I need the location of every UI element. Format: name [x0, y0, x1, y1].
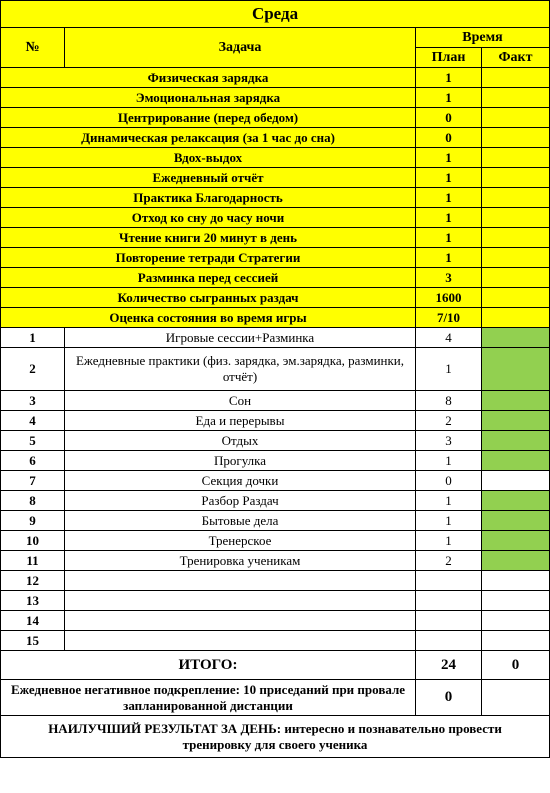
practice-fact	[482, 268, 550, 288]
schedule-fact	[482, 348, 550, 391]
schedule-plan	[416, 571, 482, 591]
schedule-fact	[482, 451, 550, 471]
schedule-plan: 2	[416, 411, 482, 431]
schedule-row	[1, 631, 550, 651]
schedule-task	[65, 571, 416, 591]
schedule-num: 14	[1, 611, 65, 631]
schedule-row	[1, 471, 550, 491]
schedule-task: Секция дочки	[65, 471, 416, 491]
header-num: №	[1, 28, 65, 68]
schedule-row	[1, 328, 550, 348]
schedule-task: Прогулка	[65, 451, 416, 471]
practice-fact	[482, 308, 550, 328]
schedule-task: Отдых	[65, 431, 416, 451]
practice-task: Физическая зарядка	[1, 68, 416, 88]
schedule-num: 1	[1, 328, 65, 348]
practice-row	[1, 268, 550, 288]
practice-task: Разминка перед сессией	[1, 268, 416, 288]
negative-reinforcement-text: Ежедневное негативное подкрепление: 10 приседаний при провале запланированной дистанции	[1, 680, 416, 716]
schedule-plan: 1	[416, 511, 482, 531]
practice-plan: 1	[416, 228, 482, 248]
practice-row	[1, 68, 550, 88]
practice-fact	[482, 248, 550, 268]
schedule-row	[1, 391, 550, 411]
schedule-num: 2	[1, 348, 65, 391]
best-result-row	[1, 716, 550, 758]
total-row	[1, 651, 550, 680]
negative-reinforcement-empty	[482, 680, 550, 716]
total-label: ИТОГО:	[1, 651, 416, 680]
practice-task: Повторение тетради Стратегии	[1, 248, 416, 268]
schedule-plan: 8	[416, 391, 482, 411]
schedule-task: Тренировка ученикам	[65, 551, 416, 571]
best-result-text: НАИЛУЧШИЙ РЕЗУЛЬТАТ ЗА ДЕНЬ: интересно и познавательно провести тренировку для своего ученика	[1, 716, 550, 758]
schedule-row	[1, 531, 550, 551]
schedule-task: Бытовые дела	[65, 511, 416, 531]
schedule-row	[1, 571, 550, 591]
schedule-num: 7	[1, 471, 65, 491]
schedule-task: Сон	[65, 391, 416, 411]
schedule-fact	[482, 391, 550, 411]
schedule-fact	[482, 611, 550, 631]
practice-task: Ежедневный отчёт	[1, 168, 416, 188]
practice-row	[1, 168, 550, 188]
title-row	[1, 1, 550, 28]
schedule-plan: 0	[416, 471, 482, 491]
schedule-plan: 1	[416, 348, 482, 391]
schedule-row	[1, 491, 550, 511]
practice-task: Центрирование (перед обедом)	[1, 108, 416, 128]
schedule-num: 9	[1, 511, 65, 531]
practice-plan: 1	[416, 248, 482, 268]
practice-row	[1, 308, 550, 328]
practice-task: Эмоциональная зарядка	[1, 88, 416, 108]
schedule-plan: 2	[416, 551, 482, 571]
header-fact: Факт	[482, 48, 550, 68]
schedule-row	[1, 411, 550, 431]
schedule-row	[1, 451, 550, 471]
schedule-row	[1, 348, 550, 391]
schedule-fact	[482, 491, 550, 511]
practice-row	[1, 148, 550, 168]
schedule-plan: 1	[416, 531, 482, 551]
practice-plan: 1600	[416, 288, 482, 308]
practice-fact	[482, 68, 550, 88]
negative-row	[1, 680, 550, 716]
schedule-row	[1, 431, 550, 451]
practice-fact	[482, 168, 550, 188]
schedule-task: Игровые сессии+Разминка	[65, 328, 416, 348]
schedule-task: Еда и перерывы	[65, 411, 416, 431]
practice-task: Вдох-выдох	[1, 148, 416, 168]
schedule-fact	[482, 328, 550, 348]
schedule-fact	[482, 411, 550, 431]
total-fact: 0	[482, 651, 550, 680]
practice-plan: 1	[416, 88, 482, 108]
negative-reinforcement-value: 0	[416, 680, 482, 716]
practice-row	[1, 108, 550, 128]
schedule-num: 4	[1, 411, 65, 431]
schedule-task: Разбор Раздач	[65, 491, 416, 511]
schedule-num: 12	[1, 571, 65, 591]
schedule-fact	[482, 591, 550, 611]
practice-plan: 1	[416, 188, 482, 208]
schedule-plan: 1	[416, 451, 482, 471]
schedule-task	[65, 631, 416, 651]
practice-task: Отход ко сну до часу ночи	[1, 208, 416, 228]
schedule-num: 11	[1, 551, 65, 571]
practice-plan: 3	[416, 268, 482, 288]
schedule-num: 3	[1, 391, 65, 411]
practice-row	[1, 88, 550, 108]
schedule-fact	[482, 471, 550, 491]
practice-row	[1, 208, 550, 228]
practice-row	[1, 128, 550, 148]
schedule-plan	[416, 591, 482, 611]
schedule-plan	[416, 611, 482, 631]
day-title: Среда	[1, 1, 550, 28]
schedule-plan: 1	[416, 491, 482, 511]
practice-plan: 1	[416, 148, 482, 168]
schedule-task: Ежедневные практики (физ. зарядка, эм.зарядка, разминки, отчёт)	[65, 348, 416, 391]
practice-row	[1, 188, 550, 208]
schedule-fact	[482, 531, 550, 551]
practice-plan: 1	[416, 208, 482, 228]
schedule-fact	[482, 431, 550, 451]
schedule-fact	[482, 511, 550, 531]
schedule-plan: 4	[416, 328, 482, 348]
practice-plan: 0	[416, 128, 482, 148]
practice-plan: 1	[416, 68, 482, 88]
schedule-row	[1, 611, 550, 631]
practice-row	[1, 228, 550, 248]
schedule-num: 13	[1, 591, 65, 611]
schedule-task	[65, 611, 416, 631]
total-plan: 24	[416, 651, 482, 680]
schedule-plan: 3	[416, 431, 482, 451]
practice-task: Оценка состояния во время игры	[1, 308, 416, 328]
schedule-fact	[482, 631, 550, 651]
practice-task: Практика Благодарность	[1, 188, 416, 208]
practice-task: Чтение книги 20 минут в день	[1, 228, 416, 248]
practice-fact	[482, 128, 550, 148]
practice-task: Динамическая релаксация (за 1 час до сна)	[1, 128, 416, 148]
schedule-num: 5	[1, 431, 65, 451]
practice-fact	[482, 188, 550, 208]
schedule-task	[65, 591, 416, 611]
schedule-num: 6	[1, 451, 65, 471]
schedule-fact	[482, 551, 550, 571]
practice-row	[1, 288, 550, 308]
practice-plan: 0	[416, 108, 482, 128]
schedule-num: 8	[1, 491, 65, 511]
schedule-task: Тренерское	[65, 531, 416, 551]
practice-fact	[482, 88, 550, 108]
practice-fact	[482, 288, 550, 308]
header-plan: План	[416, 48, 482, 68]
schedule-num: 10	[1, 531, 65, 551]
practice-fact	[482, 208, 550, 228]
schedule-plan	[416, 631, 482, 651]
header-time: Время	[416, 28, 550, 48]
practice-fact	[482, 228, 550, 248]
practice-row	[1, 248, 550, 268]
practice-fact	[482, 148, 550, 168]
schedule-fact	[482, 571, 550, 591]
schedule-row	[1, 591, 550, 611]
practice-fact	[482, 108, 550, 128]
schedule-num: 15	[1, 631, 65, 651]
schedule-row	[1, 511, 550, 531]
practice-plan: 1	[416, 168, 482, 188]
schedule-row	[1, 551, 550, 571]
header-task: Задача	[65, 28, 416, 68]
practice-plan: 7/10	[416, 308, 482, 328]
practice-task: Количество сыгранных раздач	[1, 288, 416, 308]
header-row-1	[1, 28, 550, 48]
